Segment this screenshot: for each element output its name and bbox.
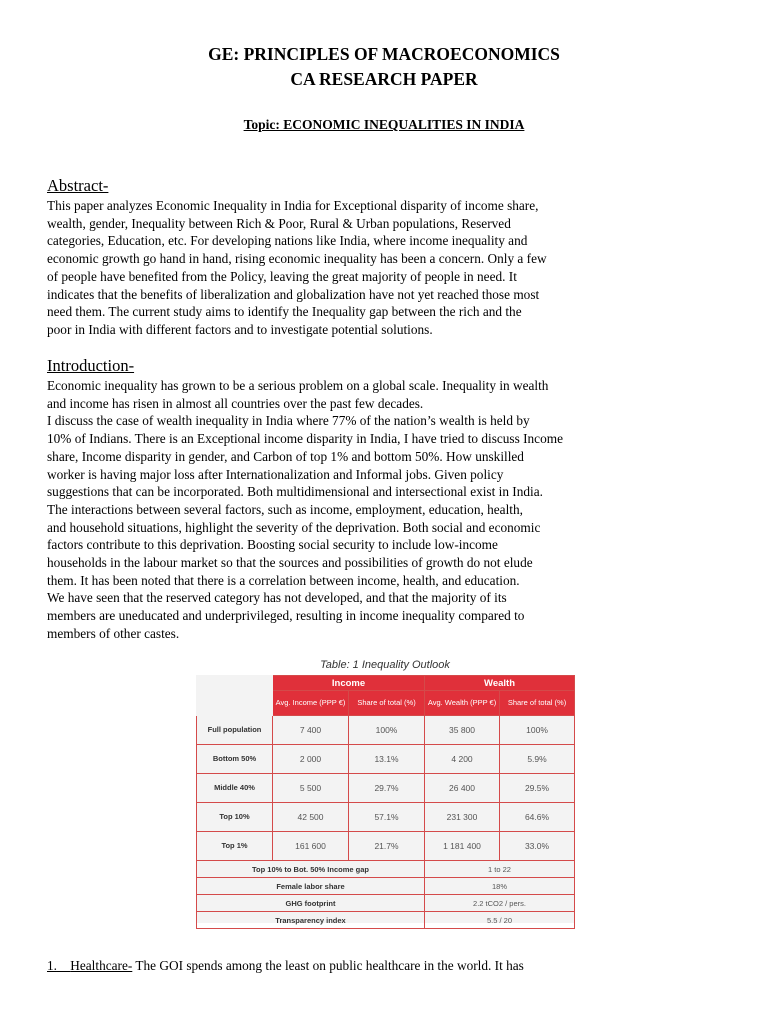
introduction-line: share, Income disparity in gender, and Carbon of top 1% and bottom 50%. How unskilled [47, 448, 524, 464]
column-header: Avg. Wealth (PPP €) [425, 691, 500, 716]
section-number: 1. [47, 958, 57, 973]
inequality-table [196, 675, 575, 929]
introduction-line: members of other castes. [47, 625, 180, 641]
abstract-line: indicates that the benefits of liberalization and globalization have not yet reached those most [47, 286, 540, 302]
section-label: Healthcare- [70, 958, 133, 973]
introduction-line: and income has risen in almost all countries over the past few decades. [47, 395, 424, 411]
introduction-paragraph [47, 377, 607, 643]
abstract-line: of people have benefited from the Policy, leaving the great majority of people in need. It [47, 268, 517, 284]
table-corner [197, 691, 273, 716]
introduction-line: members are uneducated and underprivileged, resulting in income inequality compared to [47, 608, 525, 624]
introduction-line: them. It has been noted that there is a correlation between income, health, and education. [47, 572, 520, 588]
table-row [197, 832, 575, 861]
table-cell: 42 500 [273, 803, 349, 832]
table-cell: 21.7% [349, 832, 425, 861]
table-cell: 7 400 [273, 716, 349, 745]
table-cell: 100% [500, 716, 575, 745]
footer-label: Female labor share [197, 878, 425, 895]
table-cell: 64.6% [500, 803, 575, 832]
wealth-group-header: Wealth [425, 676, 575, 691]
footer-value: 2.2 tCO2 / pers. [425, 895, 575, 912]
table-cell: 5 500 [273, 774, 349, 803]
table-cell: 29.5% [500, 774, 575, 803]
footer-value: 18% [425, 878, 575, 895]
section-healthcare [47, 958, 524, 974]
course-title: GE: PRINCIPLES OF MACROECONOMICS [208, 44, 560, 64]
table-cell: 2 000 [273, 745, 349, 774]
row-label: Top 1% [197, 832, 273, 861]
table-row [197, 774, 575, 803]
paper-title: CA RESEARCH PAPER [290, 69, 478, 89]
introduction-line: The interactions between several factors, such as income, employment, education, health, [47, 501, 523, 517]
table-cell: 26 400 [425, 774, 500, 803]
table-row [197, 716, 575, 745]
row-label: Bottom 50% [197, 745, 273, 774]
table-cell: 57.1% [349, 803, 425, 832]
table-cell: 231 300 [425, 803, 500, 832]
table-cell: 4 200 [425, 745, 500, 774]
table-cell: 29.7% [349, 774, 425, 803]
abstract-line: This paper analyzes Economic Inequality in India for Exceptional disparity of income share, [47, 198, 539, 213]
abstract-line: categories, Education, etc. For developing nations like India, where income inequality and [47, 233, 528, 249]
table-cell: 33.0% [500, 832, 575, 861]
introduction-line: 10% of Indians. There is an Exceptional income disparity in India, I have tried to discuss Income [47, 431, 563, 447]
abstract-line: poor in India with different factors and to investigate potential solutions. [47, 321, 433, 337]
footer-value: 5.5 / 20 [425, 912, 575, 929]
table-footer-row [197, 912, 575, 929]
footer-value: 1 to 22 [425, 861, 575, 878]
topic-line: Topic: ECONOMIC INEQUALITIES IN INDIA [243, 117, 525, 132]
inequality-outlook-table-figure [196, 657, 574, 923]
table-corner [197, 676, 273, 691]
abstract-line: wealth, gender, Inequality between Rich & Poor, Rural & Urban populations, Reserved [47, 215, 511, 231]
abstract-line: economic growth go hand in hand, rising economic inequality has been a concern. Only a few [47, 251, 547, 267]
abstract-paragraph [47, 197, 607, 339]
introduction-line: Economic inequality has grown to be a serious problem on a global scale. Inequality in wealth [47, 378, 549, 393]
table-footer-row [197, 878, 575, 895]
row-label: Full population [197, 716, 273, 745]
table-cell: 161 600 [273, 832, 349, 861]
introduction-line: I discuss the case of wealth inequality in India where 77% of the nation’s wealth is held by [47, 413, 530, 429]
footer-label: GHG footprint [197, 895, 425, 912]
table-cell: 35 800 [425, 716, 500, 745]
column-header: Share of total (%) [500, 691, 575, 716]
column-header: Avg. Income (PPP €) [273, 691, 349, 716]
income-group-header: Income [273, 676, 425, 691]
abstract-heading: Abstract- [47, 176, 109, 195]
table-cell: 13.1% [349, 745, 425, 774]
table-row [197, 803, 575, 832]
introduction-line: We have seen that the reserved category has not developed, and that the majority of its [47, 590, 507, 606]
table-cell: 100% [349, 716, 425, 745]
table-title: Table: 1 Inequality Outlook [320, 659, 450, 671]
introduction-line: factors contribute to this deprivation. Boosting social security to include low-income [47, 537, 498, 553]
table-row [197, 745, 575, 774]
introduction-heading: Introduction- [47, 356, 135, 375]
introduction-line: households in the labour market so that the sources and possibilities of growth do not elude [47, 555, 533, 571]
footer-label: Top 10% to Bot. 50% Income gap [197, 861, 425, 878]
abstract-line: need them. The current study aims to identify the Inequality gap between the rich and the [47, 304, 522, 320]
column-header: Share of total (%) [349, 691, 425, 716]
introduction-line: suggestions that can be incorporated. Both multidimensional and intersectional exist in India. [47, 484, 543, 500]
table-cell: 5.9% [500, 745, 575, 774]
row-label: Middle 40% [197, 774, 273, 803]
table-cell: 1 181 400 [425, 832, 500, 861]
section-spacer [57, 958, 70, 973]
introduction-line: worker is having major loss after Internationalization and Informal jobs. Given policy [47, 466, 504, 482]
section-text: The GOI spends among the least on public healthcare in the world. It has [132, 958, 524, 973]
footer-label: Transparency index [197, 912, 425, 929]
table-footer-row [197, 861, 575, 878]
introduction-line: and household situations, highlight the severity of the deprivation. Both social and economic [47, 519, 541, 535]
row-label: Top 10% [197, 803, 273, 832]
table-footer-row [197, 895, 575, 912]
